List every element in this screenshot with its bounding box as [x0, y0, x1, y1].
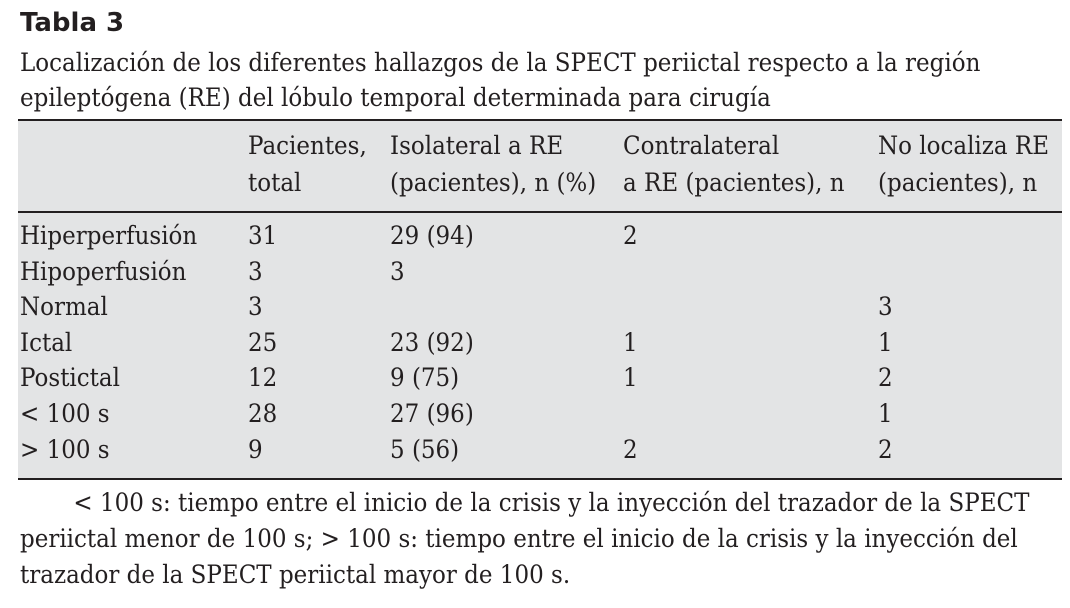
- table-cell: 3: [248, 292, 263, 322]
- data-table: [18, 119, 1062, 480]
- table-cell: 12: [248, 363, 278, 393]
- caption-line-2: epileptógena (RE) del lóbulo temporal determinada para cirugía: [20, 83, 771, 112]
- table-cell: 31: [248, 221, 278, 250]
- table-cell: 2: [623, 434, 638, 464]
- table-footnote: [20, 485, 1060, 593]
- table-cell: 1: [623, 363, 638, 393]
- table-cell: 9: [248, 434, 263, 464]
- column-header-1-line-1: Pacientes,: [248, 131, 367, 160]
- table-cell: 23 (92): [390, 327, 474, 357]
- column-header-3-line-1: Contralateral: [623, 131, 780, 160]
- table-cell: 29 (94): [390, 221, 474, 250]
- table-cell: 2: [878, 434, 893, 464]
- column-header-1-line-2: total: [248, 168, 302, 197]
- row-label: Ictal: [20, 327, 73, 357]
- caption-line-1: Localización de los diferentes hallazgos de la SPECT periictal respecto a la región: [20, 48, 981, 77]
- row-label: > 100 s: [20, 434, 110, 464]
- header-divider: [18, 211, 1062, 213]
- row-label: < 100 s: [20, 399, 110, 428]
- column-header-4-line-1: No localiza RE: [878, 131, 1050, 160]
- table-cell: 27 (96): [390, 399, 474, 428]
- footnote-line-1: < 100 s: tiempo entre el inicio de la crisis y la inyección del trazador de la SPECT: [73, 488, 1030, 517]
- column-header-3-line-2: a RE (pacientes), n: [623, 168, 845, 197]
- footnote-line-3: trazador de la SPECT periictal mayor de 100 s.: [20, 560, 571, 589]
- column-header-4-line-2: (pacientes), n: [878, 168, 1038, 197]
- table-cell: 1: [623, 327, 638, 357]
- table-cell: 3: [878, 292, 893, 322]
- table-cell: 3: [390, 256, 405, 286]
- row-label: Normal: [20, 292, 108, 322]
- table-cell: 5 (56): [390, 434, 460, 464]
- table-cell: 28: [248, 399, 278, 428]
- table-cell: 1: [878, 399, 893, 428]
- table-label: Tabla 3: [20, 8, 125, 38]
- column-header-2-line-1: Isolateral a RE: [390, 131, 564, 160]
- table-caption: [20, 45, 981, 115]
- table-cell: 3: [248, 256, 263, 286]
- column-header-2-line-2: (pacientes), n (%): [390, 168, 597, 197]
- row-label: Hipoperfusión: [20, 256, 187, 286]
- footnote-line-2: periictal menor de 100 s; > 100 s: tiempo entre el inicio de la crisis y la inyección del: [20, 524, 1018, 553]
- row-label: Hiperperfusión: [20, 221, 198, 250]
- table-cell: 9 (75): [390, 363, 460, 393]
- table-cell: 1: [878, 327, 893, 357]
- table-cell: 25: [248, 327, 278, 357]
- table-cell: 2: [878, 363, 893, 393]
- table-cell: 2: [623, 221, 638, 250]
- row-label: Postictal: [20, 363, 120, 393]
